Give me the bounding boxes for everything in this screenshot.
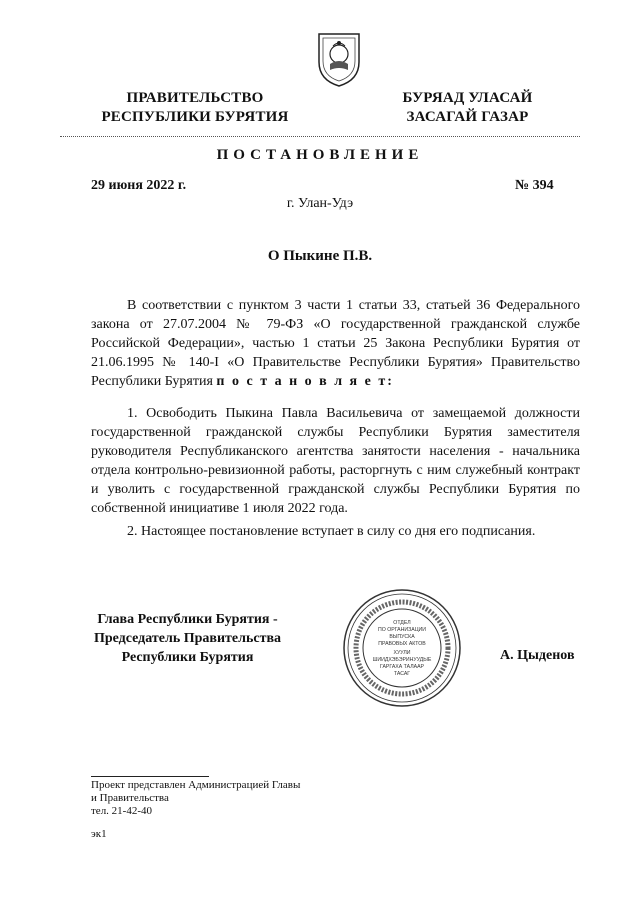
header-right: [360, 89, 575, 127]
stamp-line-4: ПРАВОВЫХ АКТОВ: [378, 641, 426, 647]
item-1-paragraph: 1. Освободить Пыкина Павла Васильевича от замещаемой должности государственной гражданской службы Республики Бурятия заместителя руководителя Республиканского агентства занятости населения - начальника отдела контрольно-ревизионной работы, расторгнуть с ним служебный контракт и уволить с государственной гражданской службы Республики Бурятия по собственной инициативе 1 июля 2022 года.: [91, 406, 580, 516]
stamp-line-7: ГАРГАХА ТАЛААР: [379, 664, 425, 670]
signatory-name: А. Цыденов: [500, 648, 575, 663]
preamble-paragraph: [91, 296, 580, 391]
coat-of-arms-emblem: [315, 28, 363, 88]
stamp-line-8: ТАСАГ: [393, 671, 411, 677]
header-right-line2: ЗАСАГАЙ ГАЗАР: [406, 109, 529, 125]
header-divider: [60, 136, 580, 137]
signatory-title: [80, 610, 295, 667]
item-2-paragraph: 2. Настоящее постановление вступает в силу со дня его подписания.: [127, 524, 536, 539]
stamp-line-6: ШИИДХЭБЭРИНУУДЫЕ: [372, 657, 432, 663]
document-city: г. Улан-Удэ: [286, 196, 354, 211]
header-left-line2: РЕСПУБЛИКИ БУРЯТИЯ: [101, 109, 289, 125]
decree-word: п о с т а н о в л я е т:: [216, 374, 394, 389]
stamp-line-1: ОТДЕЛ: [393, 620, 411, 626]
footer-note: [91, 779, 300, 818]
document-date: 29 июня 2022 г.: [91, 178, 187, 193]
preamble-text: В соответствии с пунктом 3 части 1 статьи 33, статьей 36 Федерального закона от 27.07.2004 № 79-ФЗ «О государственной гражданской службе Российской Федерации», частью 1 статьи 25 Закона Республики Бурятия от 21.06.1995 № 140-I «О Правительстве Республики Бурятия» Правительство Республики Бурятия: [91, 298, 580, 389]
header-left-line1: ПРАВИТЕЛЬСТВО: [126, 90, 264, 106]
signatory-title-line2: Председатель Правительства: [93, 631, 282, 646]
footer-code: эк1: [91, 828, 107, 840]
document-type: ПОСТАНОВЛЕНИЕ: [216, 147, 424, 163]
official-stamp: [342, 588, 462, 708]
footer-line1: Проект представлен Администрацией Главы: [91, 779, 301, 791]
stamp-line-3: ВЫПУСКА: [389, 634, 415, 640]
footer-line3: тел. 21-42-40: [91, 805, 153, 817]
signatory-title-line1: Глава Республики Бурятия -: [97, 612, 278, 627]
document-subject: О Пыкине П.В.: [267, 248, 373, 264]
header-right-line1: БУРЯАД УЛАСАЙ: [402, 90, 533, 106]
footer-rule: [91, 776, 209, 777]
document-number: № 394: [515, 178, 554, 193]
footer-line2: и Правительства: [91, 792, 169, 804]
signatory-title-line3: Республики Бурятия: [121, 650, 254, 665]
stamp-line-5: ХУУЛИ: [393, 650, 411, 656]
header-left: [70, 89, 320, 127]
stamp-line-2: ПО ОРГАНИЗАЦИИ: [378, 627, 426, 633]
